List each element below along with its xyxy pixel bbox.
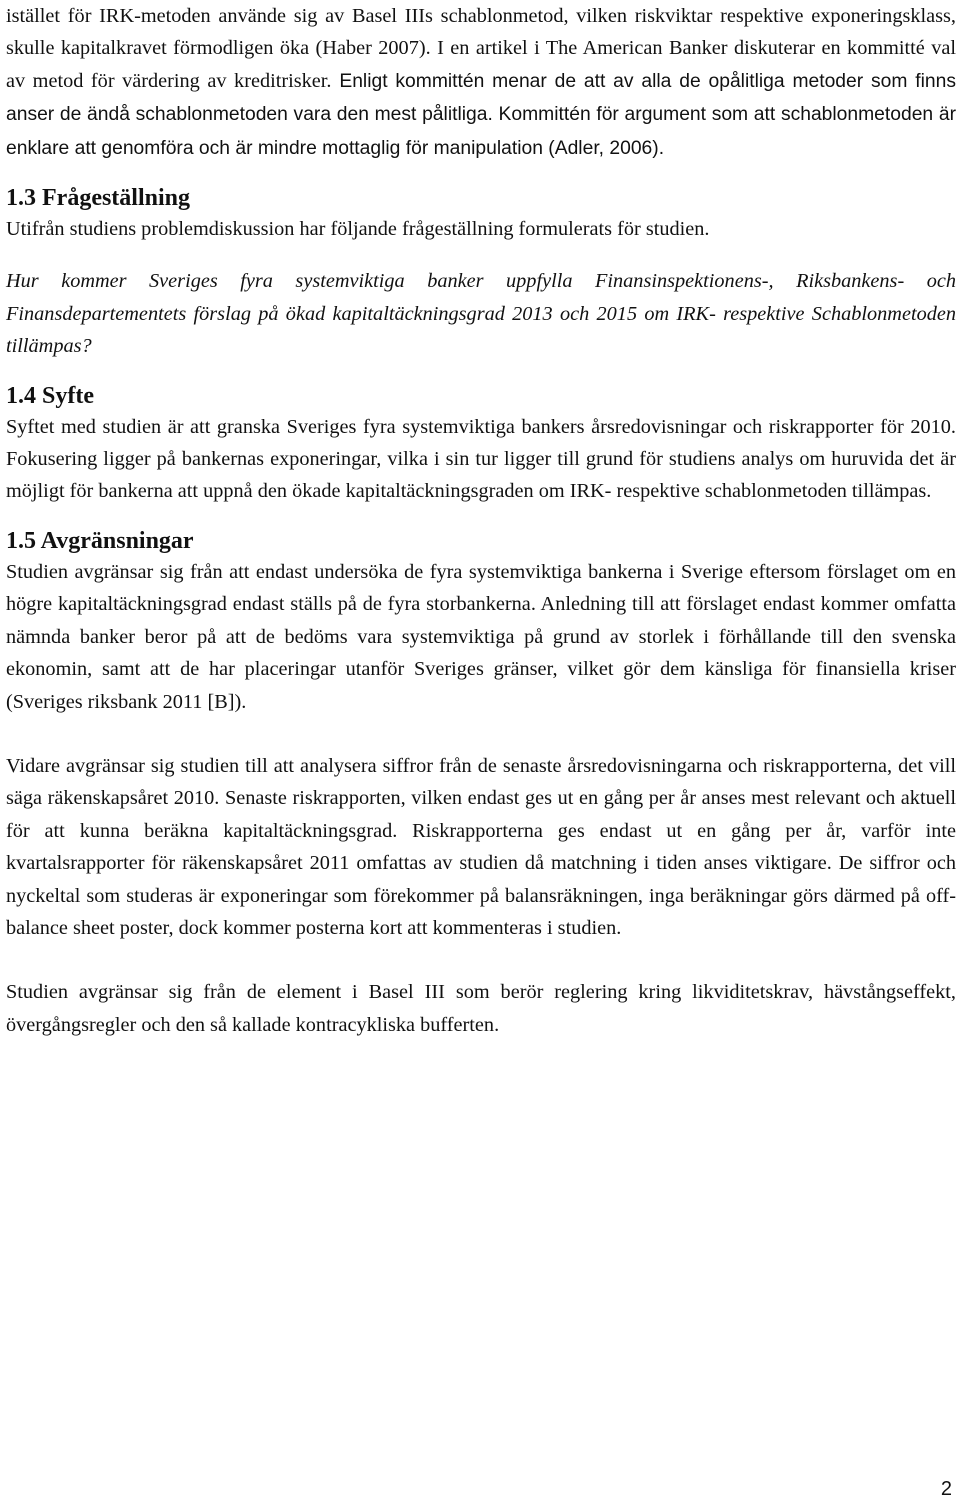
intro-text-part2: Enligt kommittén menar de att av alla de opålitliga metoder som finns anser de ändå schablonmetoden vara den mest pålitliga. Kommittén för argument som att schablonmetoden är enklare att genomföra och är mindre mottaglig för manipulation (Adler, 2006).: [6, 70, 956, 159]
page-number: 2: [940, 1478, 952, 1500]
syfte-paragraph: Syftet med studien är att granska Sveriges fyra systemviktiga bankers årsredovisningar och riskrapporter för 2010. Fokusering ligger på bankernas exponeringar, vilka i sin tur ligger till grund för studiens analys om huruvida det är möjligt för bankerna att uppnå den ökade kapitaltäckningsgraden om IRK- respektive schablonmetoden tillämpas.: [6, 415, 956, 503]
document-page: [6, 0, 956, 1041]
section-heading-syfte: 1.4 Syfte: [6, 382, 94, 409]
avgransningar-paragraph-2: Vidare avgränsar sig studien till att analysera siffror från de senaste årsredovisningarna och riskrapporterna, det vill säga räkenskapsåret 2010. Senaste riskrapporten, vilken endast ges ut en gång per år anses mest relevant och aktuell för att kunna beräkna kapitaltäckningsgrad. Riskrapporterna ges endast ut en gång per år, varför inte kvartalsrapporter för räkenskapsåret 2011 omfattas av studien då matchning i tiden anses viktigare. De siffror och nyckeltal som studeras är exponeringar som förekommer på balansräkningen, inga beräkningar görs därmed på off-balance sheet poster, dock kommer posterna kort att kommenteras i studien.: [6, 754, 956, 939]
section-heading-frageställning: 1.3 Frågeställning: [6, 185, 190, 212]
avgransningar-paragraph-1: Studien avgränsar sig från att endast undersöka de fyra systemviktiga bankerna i Sverige eftersom förslaget om en högre kapitaltäckningsgrad endast ställs på de fyra storbankerna. Anledning till att förslaget endast kommer omfatta nämnda banker beror på att de bedöms vara systemviktiga på grund av storlek i förhållande till den svenska ekonomin, samt att de har placeringar utanför Sveriges gränser, vilket gör dem känsliga för finansiella kriser (Sveriges riksbank 2011 [B]).: [6, 560, 956, 713]
research-question: Hur kommer Sveriges fyra systemviktiga banker uppfylla Finansinspektionens-, Riksbankens- och Finansdepartementets förslag på ökad kapitaltäckningsgrad 2013 och 2015 om IRK- respektive Schablonmetoden tillämpas?: [6, 270, 956, 358]
intro-text-part1: istället för IRK-metoden använde sig av Basel IIIs schablonmetod, vilken riskviktar respektive exponeringsklass, skulle kapitalkravet förmodligen öka (Haber 2007). I en artikel i The American Banker diskuterar en kommitté val av metod för värdering av kreditrisker.: [6, 5, 956, 92]
intro-paragraph: [6, 0, 956, 165]
section-heading-avgransningar: 1.5 Avgränsningar: [6, 527, 194, 554]
avgransningar-paragraph-3: Studien avgränsar sig från de element i Basel III som berör reglering kring likviditetskrav, hävstångseffekt, övergångsregler och den så kallade kontracykliska bufferten.: [6, 981, 956, 1036]
frageställning-lead: Utifrån studiens problemdiskussion har följande frågeställning formulerats för studien.: [6, 218, 710, 241]
